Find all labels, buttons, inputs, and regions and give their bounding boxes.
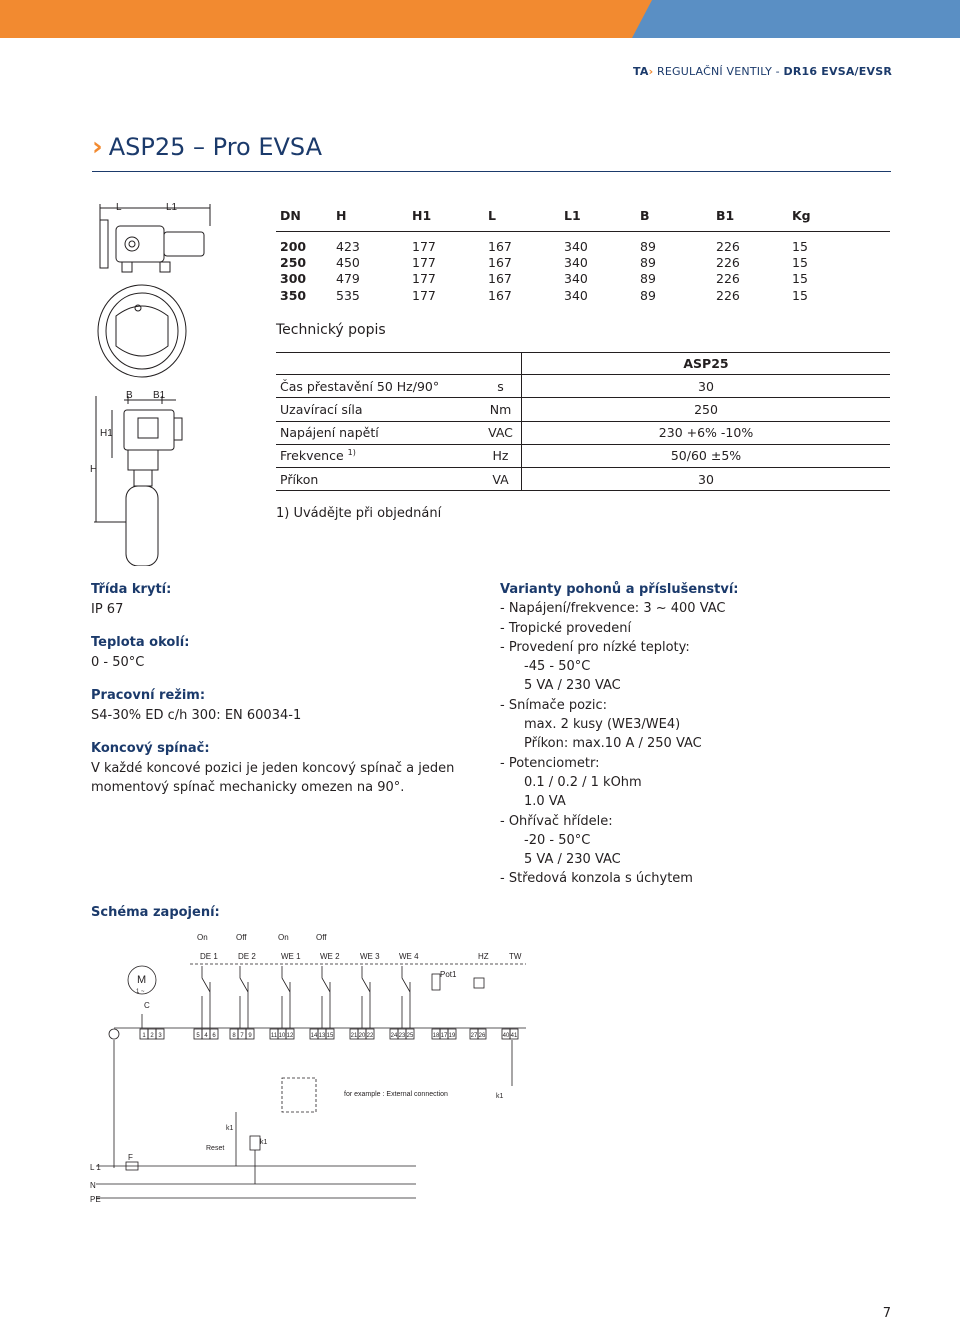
k1-label: k1 [260,1139,268,1146]
group-label: WE 3 [360,952,380,961]
line-label-pe: PE [90,1195,101,1204]
tech-section-title: Technický popis [276,322,386,338]
cell: 340 [564,238,588,254]
variant-line: -20 - 50°C [524,832,591,848]
variant-line: 5 VA / 230 VAC [524,678,621,694]
cell: 226 [716,238,740,254]
variant-line: max. 2 kusy (WE3/WE4) [524,717,681,733]
switch-contacts [202,966,410,1028]
col-dn: DN [280,208,301,223]
table-row [276,238,890,254]
col-l1: L1 [564,208,581,223]
tech-table-header [276,352,890,375]
terminal-label: 17 [440,1033,448,1039]
spec-value: momentový spínač mechanicky omezen na 90°. [91,780,405,795]
cell: 250 [280,254,307,270]
off-label: Off [316,933,327,942]
cell: 340 [564,254,588,270]
switch-contact [322,966,330,1028]
chevron-right-icon: › [92,132,103,162]
col-b: B [640,208,650,223]
col-kg: Kg [792,208,811,223]
cell: 535 [336,287,360,303]
capacitor-label: C [144,1001,150,1010]
ground-terminal [109,1029,119,1039]
on-label: On [197,933,208,942]
terminal-label: 19 [448,1033,456,1039]
terminal-label: 27 [470,1033,478,1039]
reset-label: Reset [206,1145,225,1152]
table-row [276,271,890,287]
heater-symbol [474,978,484,988]
cell: 167 [488,254,512,270]
cell: 89 [640,271,656,287]
terminal-strip [140,1029,518,1039]
switch-contact [362,966,370,1028]
spec-heading: Třída krytí: [91,582,172,597]
terminal-label: 41 [510,1033,518,1039]
cell: 15 [792,271,808,287]
group-label: DE 2 [238,952,256,961]
label-B1: B1 [153,390,166,401]
cell: 340 [564,271,588,287]
terminal-label: 13 [318,1033,326,1039]
variant-line: - Tropické provedení [500,620,632,636]
k1-label: k1 [496,1093,504,1100]
variant-line: - Potenciometr: [500,755,600,771]
row-label: Uzavírací síla [280,401,363,417]
cell: 177 [412,238,436,254]
terminal-label: 3 [158,1033,162,1039]
blue-band [652,0,960,38]
row-label [276,448,480,463]
dimension-table [276,200,890,303]
terminal-label: 24 [390,1033,398,1039]
product-name: DR16 EVSA/EVSR [783,65,892,78]
page-title-block [92,132,322,162]
row-unit: VAC [480,422,522,444]
row-unit: Hz [480,445,522,467]
variant-line: 1.0 VA [524,794,566,810]
table-row [276,398,890,421]
on-label: On [278,933,289,942]
fuse-label: F [128,1153,133,1162]
cell: 340 [564,287,588,303]
cell: 350 [280,287,307,303]
variant-line: - Provedení pro nízké teploty: [500,639,690,655]
running-header [633,65,892,78]
variant-line: - Napájení/frekvence: 3 ~ 400 VAC [500,601,726,617]
variant-line: 0.1 / 0.2 / 1 kOhm [524,774,642,790]
tech-table [276,352,890,491]
terminal-label: 10 [278,1033,286,1039]
terminal-label: 15 [326,1033,334,1039]
cell: 15 [792,254,808,270]
table-row [276,375,890,398]
variant-line: Příkon: max.10 A / 250 VAC [524,736,702,752]
variant-line: - Snímače pozic: [500,697,608,713]
terminal-label: 11 [270,1033,278,1039]
terminal-label: 6 [212,1033,216,1039]
row-label: Napájení napětí [280,425,379,441]
row-unit: Nm [480,398,522,420]
spec-value: S4-30% ED c/h 300: EN 60034-1 [91,707,302,723]
cell: 479 [336,271,360,287]
row-label-text: Frekvence [280,448,344,464]
cell: 423 [336,238,360,254]
row-unit: VA [480,468,522,490]
band-slant [632,0,652,38]
line-label-l1: L 1 [90,1163,101,1172]
potentiometer-symbol [432,974,440,990]
cell: 177 [412,287,436,303]
actuator-drawing [86,196,272,566]
spec-heading: Koncový spínač: [91,741,210,756]
cell: 177 [412,271,436,287]
table-row [276,468,890,491]
chevron-right-icon: › [648,65,654,78]
off-label: Off [236,933,247,942]
switch-contact [202,966,210,1028]
breadcrumb: REGULAČNÍ VENTILY - [657,65,784,78]
model-name: ASP25 [683,356,729,372]
col-h1: H1 [412,208,432,223]
cell: 167 [488,287,512,303]
row-value: 230 +6% -10% [658,425,754,441]
switch-contact [402,966,410,1028]
cell: 200 [280,238,307,254]
spec-list [91,580,471,798]
label-L1: L1 [166,202,178,213]
label-H1: H1 [100,428,113,439]
terminal-label: 5 [196,1033,200,1039]
terminal-label: 20 [358,1033,366,1039]
dimension-table-header [276,200,890,232]
top-color-band [0,0,960,38]
example-note: for example : External connection [344,1091,448,1098]
cell: 15 [792,287,808,303]
row-value: 50/60 ±5% [670,448,742,464]
pot-label: Pot1 [440,970,457,979]
group-label: HZ [478,952,489,961]
external-connection-box [282,1078,316,1112]
spec-heading: Pracovní režim: [91,688,206,703]
switch-contact [240,966,248,1028]
cell: 226 [716,254,740,270]
footnote: 1) Uvádějte při objednání [276,506,442,521]
group-label: TW [509,952,522,961]
page-title: ASP25 – Pro EVSA [108,133,323,161]
cell: 300 [280,271,307,287]
cell: 89 [640,254,656,270]
terminal-label: 4 [204,1033,208,1039]
group-label: DE 1 [200,952,218,961]
col-h: H [336,208,347,223]
title-rule [92,171,891,172]
spec-heading: Teplota okolí: [91,635,190,650]
row-value: 30 [698,378,714,394]
schema-title: Schéma zapojení: [91,905,220,920]
terminal-label: 25 [406,1033,414,1039]
terminal-label: 23 [398,1033,406,1039]
spec-value: IP 67 [91,601,124,617]
variants-heading: Varianty pohonů a příslušenství: [500,582,739,597]
group-label: WE 4 [399,952,419,961]
group-label: WE 1 [281,952,301,961]
row-label: Příkon [280,471,319,487]
terminal-label: 26 [478,1033,486,1039]
valve-body [98,285,186,377]
page-number: 7 [882,1306,891,1321]
row-value: 250 [694,401,718,417]
motor-sub-label: 1 ~ [136,989,145,995]
cell: 89 [640,287,656,303]
cell: 167 [488,271,512,287]
cell: 89 [640,238,656,254]
terminal-label: 2 [150,1033,154,1039]
motor-label: M [137,974,147,986]
switch-contact [282,966,290,1028]
variant-line: - Středová konzola s úchytem [500,871,693,887]
label-L: L [116,202,122,213]
spec-value: 0 - 50°C [91,654,145,670]
cell: 226 [716,287,740,303]
wiring-diagram [86,926,536,1206]
terminal-label: 40 [502,1033,510,1039]
terminal-label: 8 [232,1033,236,1039]
variant-line: -45 - 50°C [524,659,591,675]
table-row [276,287,890,303]
terminal-label: 9 [248,1033,252,1039]
cell: 450 [336,254,360,270]
orange-band [0,0,632,38]
brand: TA [632,65,649,78]
cell: 167 [488,238,512,254]
label-H: H [90,464,98,475]
empty-cell [480,353,522,374]
relay-coil [250,1136,260,1150]
col-b1: B1 [716,208,735,223]
cell: 177 [412,254,436,270]
row-unit: s [480,375,522,397]
table-row [276,445,890,468]
spec-value: V každé koncové pozici je jeden koncový spínač a jeden [91,760,455,776]
terminal-label: 12 [286,1033,294,1039]
variant-line: 5 VA / 230 VAC [524,852,621,868]
col-l: L [488,208,496,223]
row-label: Čas přestavění 50 Hz/90° [280,378,440,394]
variants-list [500,580,900,889]
k1-label: k1 [226,1125,234,1132]
table-row [276,254,890,270]
terminal-label: 14 [310,1033,318,1039]
footnote-ref: 1) [347,448,356,458]
terminal-label: 1 [142,1033,146,1039]
row-value: 30 [698,471,714,487]
table-row [276,422,890,445]
variant-line: - Ohřívač hřídele: [500,813,613,829]
cell: 226 [716,271,740,287]
group-label: WE 2 [320,952,340,961]
label-B: B [126,390,133,401]
line-label-n: N [90,1181,96,1190]
terminal-label: 21 [350,1033,358,1039]
terminal-label: 7 [240,1033,244,1039]
terminal-label: 18 [432,1033,440,1039]
cell: 15 [792,238,808,254]
terminal-label: 22 [366,1033,374,1039]
